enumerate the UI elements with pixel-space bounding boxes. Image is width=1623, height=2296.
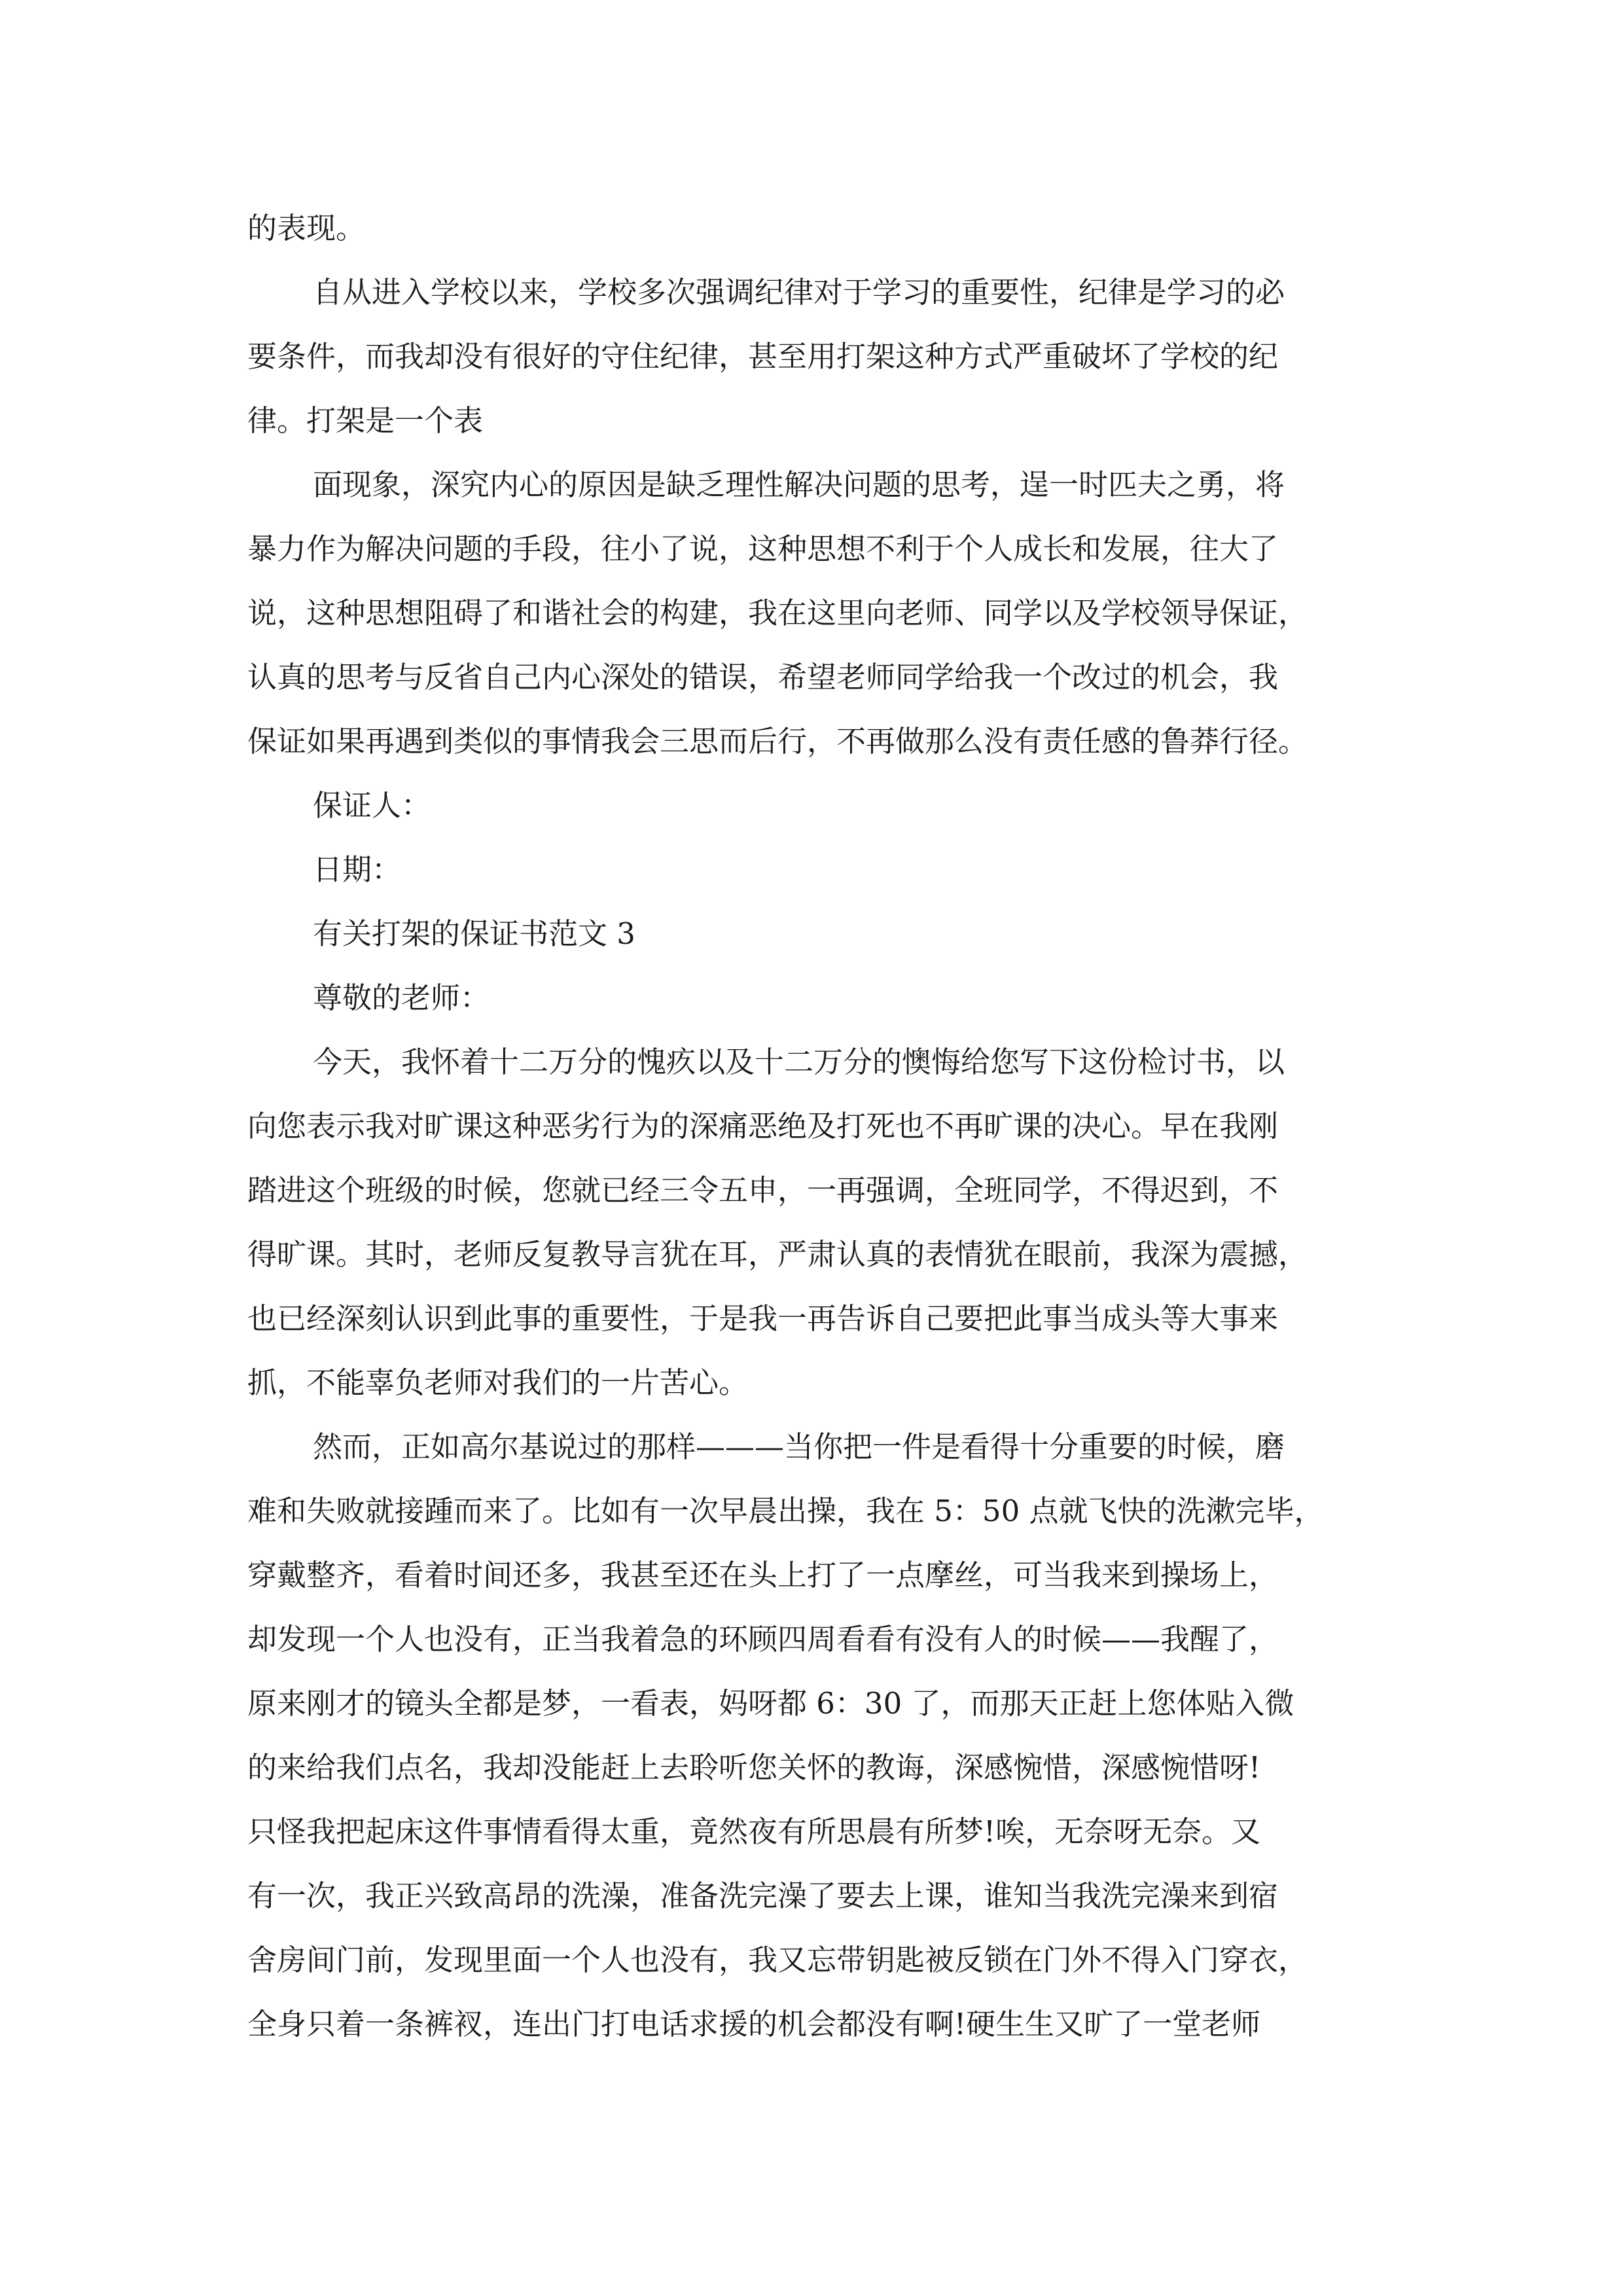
signature-label: 保证人：: [313, 788, 431, 823]
section-title: 有关打架的保证书范文 3: [313, 916, 635, 951]
text-line: 认真的思考与反省自己内心深处的错误，希望老师同学给我一个改过的机会，我: [247, 660, 1279, 694]
text-line: 穿戴整齐，看着时间还多，我甚至还在头上打了一点摩丝，可当我来到操场上，: [247, 1558, 1279, 1592]
text-line: 面现象，深究内心的原因是缺乏理性解决问题的思考，逞一时匹夫之勇，将: [313, 467, 1285, 502]
text-line: 的表现。: [247, 211, 366, 245]
text-line: 的来给我们点名，我却没能赶上去聆听您关怀的教诲，深感惋惜，深感惋惜呀!: [247, 1750, 1261, 1785]
text-line: 却发现一个人也没有，正当我着急的环顾四周看看有没有人的时候——我醒了，: [247, 1622, 1279, 1657]
text-line: 说，这种思想阻碍了和谐社会的构建，我在这里向老师、同学以及学校领导保证，: [247, 596, 1308, 630]
text-line: 舍房间门前，发现里面一个人也没有，我又忘带钥匙被反锁在门外不得入门穿衣，: [247, 1943, 1308, 1977]
text-line: 向您表示我对旷课这种恶劣行为的深痛恶绝及打死也不再旷课的决心。早在我刚: [247, 1109, 1279, 1143]
text-line: 原来刚才的镜头全都是梦，一看表，妈呀都 6：30 了，而那天正赶上您体贴入微: [247, 1686, 1294, 1721]
text-line: 今天，我怀着十二万分的愧疚以及十二万分的懊悔给您写下这份检讨书，以: [313, 1045, 1285, 1079]
text-line: 自从进入学校以来，学校多次强调纪律对于学习的重要性，纪律是学习的必: [313, 275, 1285, 310]
text-line: 保证如果再遇到类似的事情我会三思而后行，不再做那么没有责任感的鲁莽行径。: [247, 724, 1308, 759]
text-line: 只怪我把起床这件事情看得太重，竟然夜有所思晨有所梦!唉，无奈呀无奈。又: [247, 1814, 1261, 1849]
text-line: 有一次，我正兴致高昂的洗澡，准备洗完澡了要去上课，谁知当我洗完澡来到宿: [247, 1878, 1279, 1913]
text-line: 律。打架是一个表: [247, 403, 484, 438]
text-line: 得旷课。其时，老师反复教导言犹在耳，严肃认真的表情犹在眼前，我深为震撼，: [247, 1237, 1308, 1272]
text-line: 然而，正如高尔基说过的那样———当你把一件是看得十分重要的时候，磨: [313, 1429, 1285, 1464]
text-line: 全身只着一条裤衩，连出门打电话求援的机会都没有啊!硬生生又旷了一堂老师: [247, 2007, 1261, 2041]
text-line: 要条件，而我却没有很好的守住纪律，甚至用打架这种方式严重破坏了学校的纪: [247, 339, 1279, 374]
text-line: 也已经深刻认识到此事的重要性，于是我一再告诉自己要把此事当成头等大事来: [247, 1301, 1279, 1336]
text-line: 暴力作为解决问题的手段，往小了说，这种思想不利于个人成长和发展，往大了: [247, 531, 1279, 566]
text-line: 踏进这个班级的时候，您就已经三令五申，一再强调，全班同学，不得迟到，不: [247, 1173, 1279, 1208]
date-label: 日期：: [313, 852, 402, 887]
salutation: 尊敬的老师：: [313, 980, 490, 1015]
text-line: 抓，不能辜负老师对我们的一片苦心。: [247, 1365, 749, 1400]
text-line: 难和失败就接踵而来了。比如有一次早晨出操，我在 5：50 点就飞快的洗漱完毕，: [247, 1494, 1324, 1528]
